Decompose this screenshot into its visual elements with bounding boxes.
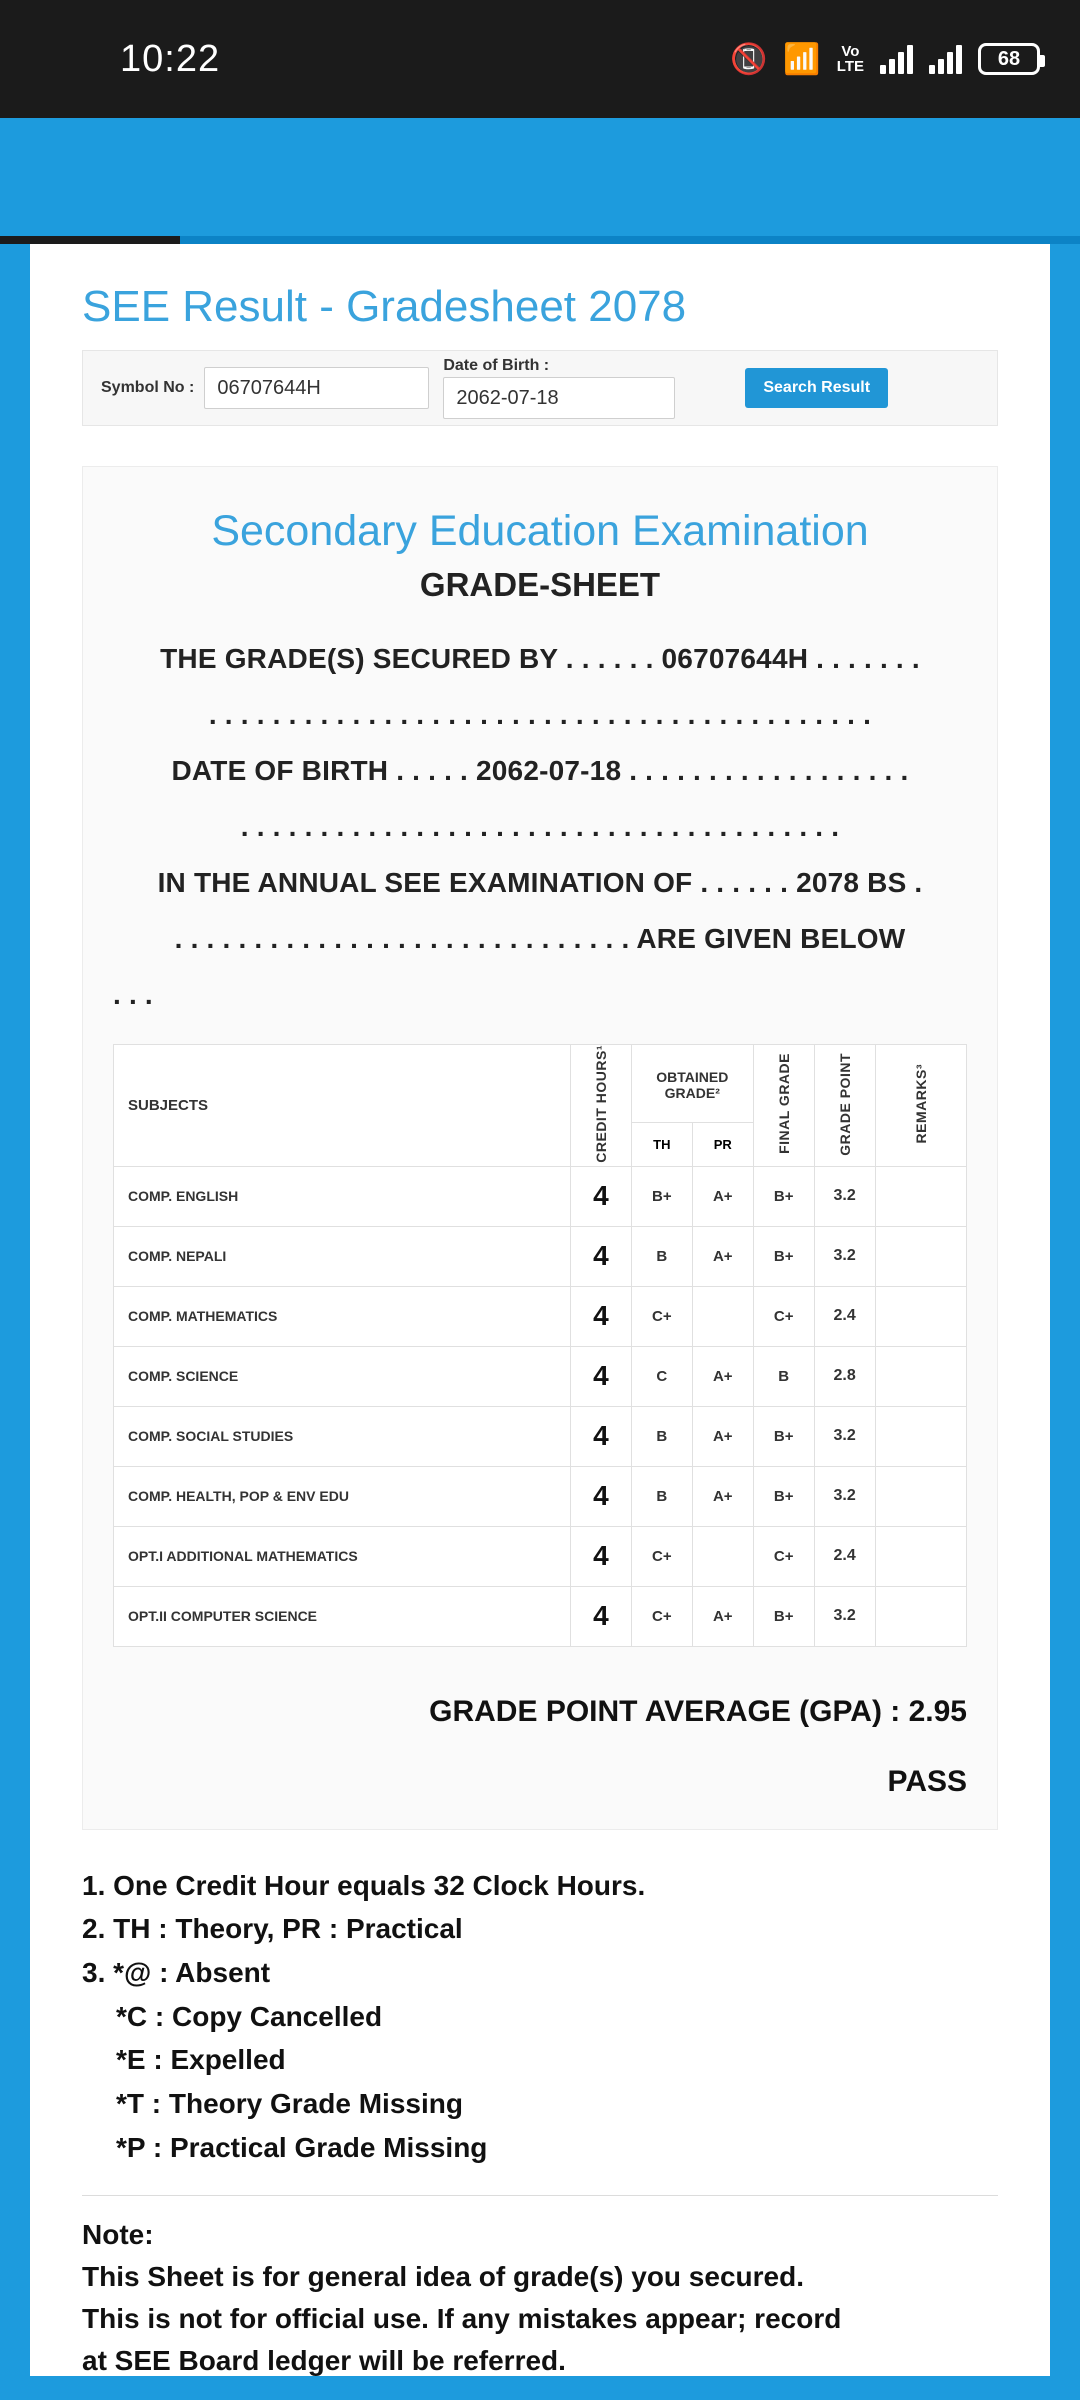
signal-icon-2	[929, 44, 962, 74]
date-of-birth-input[interactable]	[443, 377, 675, 419]
table-row	[114, 1406, 967, 1466]
cell-credit: 4	[570, 1286, 631, 1346]
vibrate-icon: 📵	[730, 42, 768, 76]
declaration-line-3: IN THE ANNUAL SEE EXAMINATION OF . . . . . . 2078 BS .	[157, 867, 923, 898]
volte-top-label: Vo	[841, 43, 860, 60]
cell-remark	[875, 1286, 966, 1346]
table-row	[114, 1466, 967, 1526]
cell-theory: B	[631, 1226, 692, 1286]
cell-practical	[692, 1286, 753, 1346]
gpa-value: GRADE POINT AVERAGE (GPA) : 2.95	[429, 1694, 967, 1728]
cell-practical: A+	[692, 1466, 753, 1526]
cell-credit: 4	[570, 1226, 631, 1286]
cell-grade-point: 3.2	[814, 1586, 875, 1646]
table-row	[114, 1586, 967, 1646]
cell-final-grade: B+	[753, 1586, 814, 1646]
cell-remark	[875, 1166, 966, 1226]
cell-credit: 4	[570, 1166, 631, 1226]
signal-icon-1	[880, 44, 913, 74]
cell-grade-point: 3.2	[814, 1466, 875, 1526]
cell-theory: C	[631, 1346, 692, 1406]
cell-practical: A+	[692, 1346, 753, 1406]
status-icons	[730, 42, 1040, 77]
volte-bottom-label: LTE	[836, 58, 864, 75]
cell-subject: COMP. ENGLISH	[114, 1166, 571, 1226]
cell-grade-point: 3.2	[814, 1406, 875, 1466]
dob-field-group	[443, 357, 675, 419]
cell-remark	[875, 1226, 966, 1286]
cell-subject: OPT.I ADDITIONAL MATHEMATICS	[114, 1526, 571, 1586]
symbol-number-label: Symbol No :	[101, 379, 195, 396]
declaration-line-3-end: . . .	[113, 979, 153, 1010]
cell-credit: 4	[570, 1466, 631, 1526]
cell-subject: COMP. SCIENCE	[114, 1346, 571, 1406]
footnote-3a: *C : Copy Cancelled	[116, 2000, 383, 2032]
note-line-2: This is not for official use. If any mistakes appear; record	[82, 2303, 842, 2335]
cell-subject: COMP. MATHEMATICS	[114, 1286, 571, 1346]
cell-credit: 4	[570, 1526, 631, 1586]
header-credit-hours	[570, 1045, 631, 1167]
header-final-grade-label: FINAL GRADE	[775, 1053, 792, 1155]
cell-final-grade: B+	[753, 1466, 814, 1526]
gradesheet-card	[82, 466, 998, 1830]
header-credit-hours-label: CREDIT HOURS¹	[592, 1045, 609, 1163]
battery-level-label: 68	[997, 47, 1021, 70]
header-subjects: SUBJECTS	[114, 1045, 571, 1167]
table-row	[114, 1286, 967, 1346]
cell-grade-point: 3.2	[814, 1226, 875, 1286]
cell-practical: A+	[692, 1406, 753, 1466]
cell-theory: B	[631, 1466, 692, 1526]
cell-final-grade: B+	[753, 1406, 814, 1466]
symbol-field-group	[101, 367, 429, 409]
header-remarks-label: REMARKS³	[912, 1064, 929, 1144]
browser-viewport	[0, 118, 1080, 2400]
cell-grade-point: 2.4	[814, 1526, 875, 1586]
declaration-line-2: DATE OF BIRTH . . . . . 2062-07-18 . . . . . . . . . . . . . . . . . .	[171, 755, 909, 786]
table-row	[114, 1346, 967, 1406]
header-theory: TH	[631, 1123, 692, 1167]
footnote-3: 3. *@ : Absent	[82, 1957, 271, 1989]
cell-grade-point: 2.4	[814, 1286, 875, 1346]
marks-table	[113, 1044, 967, 1647]
declaration-line-2-dots: . . . . . . . . . . . . . . . . . . . . . . . . . . . . . . . . . . . . . .	[240, 811, 840, 842]
header-grade-point	[814, 1045, 875, 1167]
search-result-button[interactable]: Search Result	[745, 368, 888, 408]
note-line-1: This Sheet is for general idea of grade(s) you secured.	[82, 2261, 804, 2293]
footnote-3b: *E : Expelled	[116, 2044, 286, 2076]
marks-table-header-row	[114, 1045, 967, 1123]
declaration-line-1-dots: . . . . . . . . . . . . . . . . . . . . . . . . . . . . . . . . . . . . . . . . . .	[208, 699, 872, 730]
symbol-number-input[interactable]	[204, 367, 429, 409]
cell-final-grade: B+	[753, 1166, 814, 1226]
page-load-progress	[0, 236, 1080, 244]
footnote-3c: *T : Theory Grade Missing	[116, 2088, 463, 2120]
cell-final-grade: C+	[753, 1286, 814, 1346]
cell-final-grade: C+	[753, 1526, 814, 1586]
cell-final-grade: B	[753, 1346, 814, 1406]
declaration-line-1: THE GRADE(S) SECURED BY . . . . . . 06707644H . . . . . . .	[160, 643, 920, 674]
cell-practical: A+	[692, 1226, 753, 1286]
note-title: Note:	[82, 2219, 154, 2251]
disclaimer-note	[82, 2214, 998, 2376]
volte-icon	[837, 44, 864, 74]
footnotes	[82, 1864, 998, 2170]
marks-table-body	[114, 1166, 967, 1646]
cell-remark	[875, 1346, 966, 1406]
cell-subject: OPT.II COMPUTER SCIENCE	[114, 1586, 571, 1646]
cell-credit: 4	[570, 1406, 631, 1466]
table-row	[114, 1226, 967, 1286]
cell-credit: 4	[570, 1346, 631, 1406]
cell-subject: COMP. NEPALI	[114, 1226, 571, 1286]
header-grade-point-label: GRADE POINT	[836, 1052, 853, 1156]
gradesheet-subheading: GRADE-SHEET	[419, 566, 661, 603]
declaration-line-3-cont: . . . . . . . . . . . . . . . . . . . . . . . . . . . . . ARE GIVEN BELOW	[174, 923, 906, 954]
cell-remark	[875, 1466, 966, 1526]
status-bar	[0, 0, 1080, 118]
footnote-1: 1. One Credit Hour equals 32 Clock Hours.	[82, 1869, 646, 1901]
note-line-3: at SEE Board ledger will be referred.	[82, 2345, 566, 2376]
footnote-2: 2. TH : Theory, PR : Practical	[82, 1913, 463, 1945]
result-status: PASS	[887, 1764, 967, 1798]
header-practical: PR	[692, 1123, 753, 1167]
cell-remark	[875, 1586, 966, 1646]
table-row	[114, 1526, 967, 1586]
table-row	[114, 1166, 967, 1226]
cell-grade-point: 2.8	[814, 1346, 875, 1406]
cell-practical	[692, 1526, 753, 1586]
cell-theory: B	[631, 1406, 692, 1466]
cell-subject: COMP. SOCIAL STUDIES	[114, 1406, 571, 1466]
header-final-grade	[753, 1045, 814, 1167]
cell-theory: B+	[631, 1166, 692, 1226]
cell-credit: 4	[570, 1586, 631, 1646]
wifi-icon: 📶	[783, 42, 821, 76]
cell-practical: A+	[692, 1586, 753, 1646]
cell-subject: COMP. HEALTH, POP & ENV EDU	[114, 1466, 571, 1526]
header-remarks	[875, 1045, 966, 1167]
progress-fill	[0, 236, 180, 244]
search-form	[82, 350, 998, 426]
cell-theory: C+	[631, 1286, 692, 1346]
header-obtained-grade: OBTAINED GRADE²	[631, 1045, 753, 1123]
marks-table-head	[114, 1045, 967, 1167]
gradesheet-heading: Secondary Education Examination	[211, 507, 869, 555]
page-content	[30, 244, 1050, 2376]
status-time: 10:22	[120, 37, 221, 80]
footnote-3d: *P : Practical Grade Missing	[116, 2131, 488, 2163]
cell-theory: C+	[631, 1526, 692, 1586]
cell-practical: A+	[692, 1166, 753, 1226]
cell-final-grade: B+	[753, 1226, 814, 1286]
page-title: SEE Result - Gradesheet 2078	[82, 282, 687, 331]
section-divider	[82, 2195, 998, 2196]
cell-remark	[875, 1526, 966, 1586]
date-of-birth-label: Date of Birth :	[443, 357, 550, 374]
battery-icon	[978, 43, 1040, 75]
cell-grade-point: 3.2	[814, 1166, 875, 1226]
cell-remark	[875, 1406, 966, 1466]
cell-theory: C+	[631, 1586, 692, 1646]
